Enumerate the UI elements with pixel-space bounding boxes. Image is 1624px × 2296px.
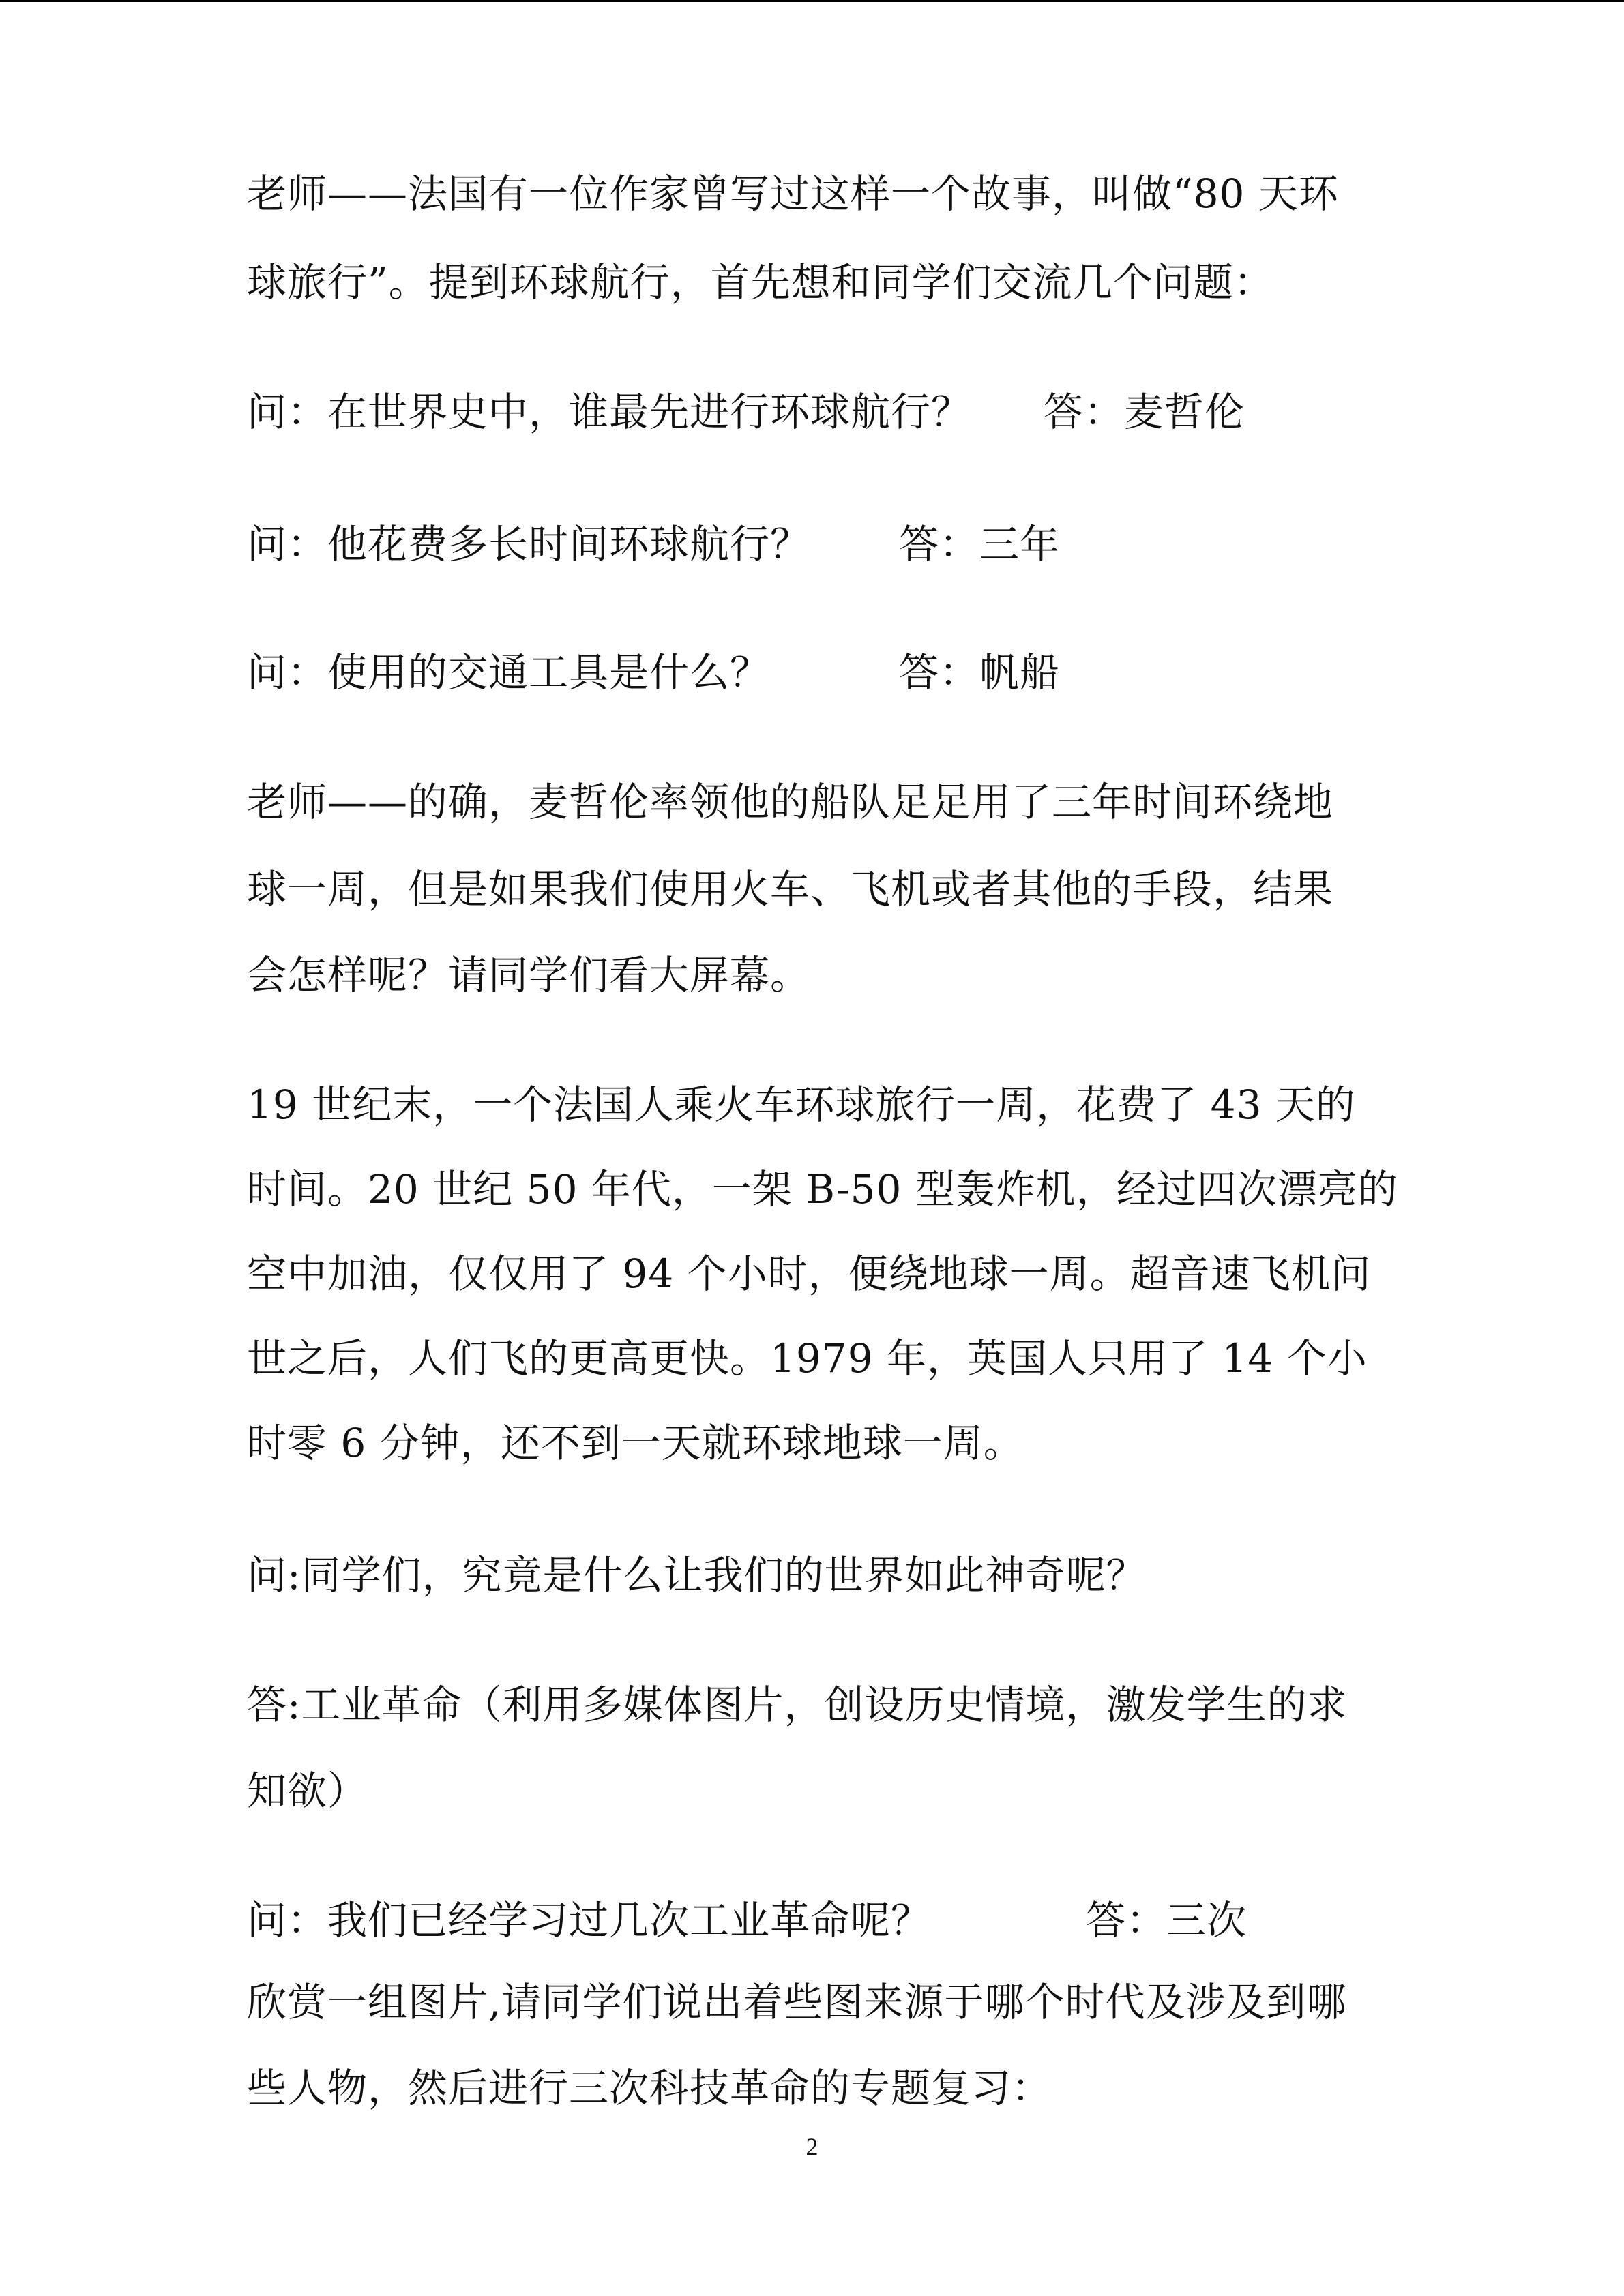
question-4: 问:同学们，究竟是什么让我们的世界如此神奇呢？ — [247, 1552, 1147, 1598]
question-3: 问：使用的交通工具是什么？ — [247, 649, 771, 696]
answer-1: 答：麦哲伦 — [1044, 389, 1245, 435]
history-line-4: 世之后，人们飞的更高更快。1979 年，英国人只用了 14 个小 — [247, 1335, 1368, 1382]
question-5: 问：我们已经学习过几次工业革命呢？ — [247, 1897, 932, 1943]
question-2: 问：他花费多长时间环球航行？ — [247, 521, 811, 567]
top-border-line — [0, 0, 1624, 2]
answer-4-line-1: 答:工业革命（利用多媒体图片，创设历史情境，激发学生的求 — [247, 1682, 1348, 1728]
intro-line-2: 球旅行”。提到环球航行，首先想和同学们交流几个问题： — [247, 259, 1274, 305]
teacher-line-2: 球一周，但是如果我们使用火车、飞机或者其他的手段，结果 — [247, 866, 1334, 912]
teacher-line-3: 会怎样呢？请同学们看大屏幕。 — [247, 952, 811, 998]
history-line-3: 空中加油，仅仅用了 94 个小时，便绕地球一周。超音速飞机问 — [247, 1251, 1372, 1297]
question-1: 问：在世界史中，谁最先进行环球航行？ — [247, 389, 972, 435]
answer-5: 答：三次 — [1086, 1897, 1247, 1943]
closing-line-1: 欣赏一组图片,请同学们说出着些图来源于哪个时代及涉及到哪 — [247, 1979, 1347, 2025]
answer-4-line-2: 知欲） — [247, 1768, 368, 1814]
history-line-1: 19 世纪末，一个法国人乘火车环球旅行一周，花费了 43 天的 — [247, 1082, 1356, 1128]
teacher-line-1: 老师——的确，麦哲伦率领他的船队足足用了三年时间环绕地 — [247, 779, 1334, 825]
answer-3: 答：帆船 — [899, 649, 1061, 696]
page-number: 2 — [806, 2133, 818, 2160]
answer-2: 答：三年 — [899, 521, 1061, 567]
closing-line-2: 些人物，然后进行三次科技革命的专题复习： — [247, 2065, 1052, 2111]
intro-line-1: 老师——法国有一位作家曾写过这样一个故事，叫做“80 天环 — [247, 170, 1339, 217]
history-line-5: 时零 6 分钟，还不到一天就环球地球一周。 — [247, 1420, 1024, 1466]
history-line-2: 时间。20 世纪 50 年代，一架 B-50 型轰炸机，经过四次漂亮的 — [247, 1166, 1398, 1212]
